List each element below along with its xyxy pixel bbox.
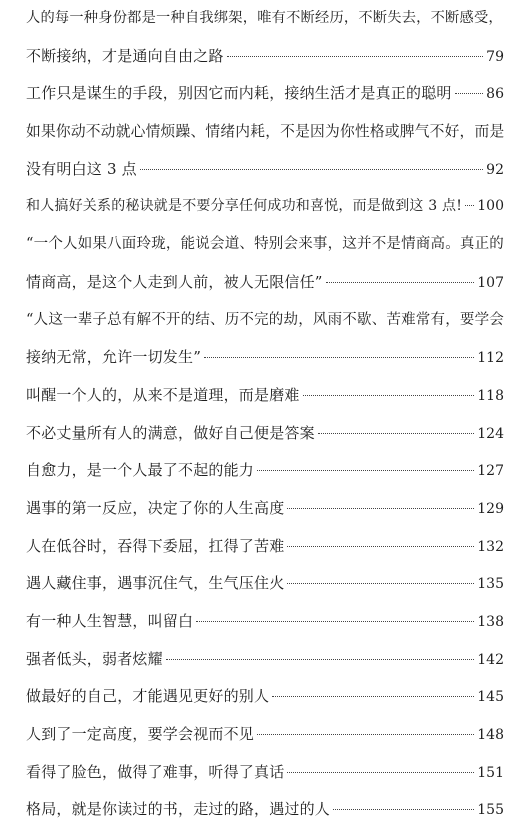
dot-leader (287, 508, 474, 509)
toc-entry[interactable] (26, 415, 504, 453)
dot-leader (303, 395, 475, 396)
toc-entry[interactable] (26, 226, 504, 301)
toc-entry-line (26, 452, 504, 490)
toc-entry-title: 没有明白这 3 点 (26, 159, 137, 178)
dot-leader (227, 56, 484, 57)
toc-entry[interactable] (26, 603, 504, 641)
toc-entry-title: 格局，就是你读过的书，走过的路，遇过的人 (26, 800, 331, 819)
dot-leader (326, 282, 475, 283)
toc-entry[interactable] (26, 302, 504, 377)
toc-entry-line (26, 528, 504, 566)
toc-entry-line (26, 113, 504, 151)
dot-leader (257, 734, 474, 735)
dot-leader (204, 357, 474, 358)
toc-page-number: 129 (477, 500, 504, 517)
toc-entry[interactable] (26, 377, 504, 415)
toc-entry-title: 不必丈量所有人的满意，做好自己便是答案 (26, 423, 315, 442)
toc-entry-line (26, 716, 504, 754)
toc-page-number: 145 (477, 689, 504, 706)
toc-entry-title: 人到了一定高度，要学会视而不见 (26, 725, 255, 744)
toc-entry-line (26, 791, 504, 829)
toc-entry-title: 遇人藏住事，遇事沉住气，生气压住火 (26, 574, 285, 593)
toc-entry[interactable] (26, 716, 504, 754)
dot-leader (287, 583, 474, 584)
dot-leader (465, 205, 474, 206)
dot-leader (318, 433, 474, 434)
toc-entry[interactable] (26, 754, 504, 792)
toc-entry[interactable] (26, 791, 504, 829)
dot-leader (196, 621, 474, 622)
dot-leader (287, 546, 474, 547)
toc-page-number: 151 (477, 764, 504, 781)
toc-page-number: 142 (477, 651, 504, 668)
dot-leader (455, 93, 484, 94)
toc-entry-line (26, 754, 504, 792)
toc-page-number: 124 (477, 425, 504, 442)
dot-leader (333, 809, 474, 810)
toc-entry-title: 接纳无常，允许一切发生” (26, 348, 202, 367)
toc-entry-line (26, 0, 504, 38)
toc-page-number: 79 (486, 48, 504, 65)
toc-entry-title: 如果你动不动就心情烦躁、情绪内耗，不是因为你性格或脾气不好，而是 (26, 123, 505, 141)
toc-entry-line (26, 151, 504, 189)
toc-entry-title: “一个人如果八面玲珑，能说会道、特别会来事，这并不是情商高。真正的 (26, 236, 505, 253)
toc-entry-line (26, 377, 504, 415)
toc-page-number: 127 (477, 463, 504, 480)
dot-leader (257, 470, 474, 471)
toc-entry-line (26, 188, 504, 226)
toc-page-number: 148 (477, 727, 504, 744)
toc-entry-line (26, 415, 504, 453)
toc-page-number: 100 (477, 198, 504, 215)
toc-entry-title: 强者低头，弱者炫耀 (26, 649, 163, 668)
toc-entry-title: 人的每一种身份都是一种自我绑架，唯有不断经历，不断失去，不断感受， (26, 10, 503, 26)
toc-page-number: 107 (477, 274, 504, 291)
toc-entry-title: 情商高，是这个人走到人前，被人无限信任” (26, 272, 323, 291)
toc-entry-line (26, 565, 504, 603)
toc-entry-line (26, 264, 504, 302)
toc-entry-line (26, 490, 504, 528)
toc-entry-title: “人这一辈子总有解不开的结、历不完的劫，风雨不歇、苦难常有，要学会 (26, 311, 505, 328)
toc-page-number: 155 (477, 802, 504, 819)
toc-entry-line (26, 678, 504, 716)
toc-entry[interactable] (26, 490, 504, 528)
toc-entry-title: 和人搞好关系的秘诀就是不要分享任何成功和喜悦，而是做到这 3 点! (26, 198, 463, 215)
table-of-contents (26, 0, 504, 829)
dot-leader (272, 696, 474, 697)
toc-page-number: 118 (477, 387, 504, 404)
toc-entry-line (26, 302, 504, 340)
toc-entry-line (26, 38, 504, 76)
toc-entry-title: 人在低谷时，吞得下委屈，扛得了苦难 (26, 536, 285, 555)
toc-entry[interactable] (26, 452, 504, 490)
toc-page-number: 86 (486, 86, 504, 103)
toc-page-number: 112 (477, 350, 504, 367)
toc-entry[interactable] (26, 188, 504, 226)
toc-entry[interactable] (26, 565, 504, 603)
toc-entry[interactable] (26, 528, 504, 566)
toc-page-number: 135 (477, 576, 504, 593)
toc-entry-line (26, 75, 504, 113)
toc-entry[interactable] (26, 113, 504, 188)
toc-entry-line (26, 339, 504, 377)
toc-entry-title: 做最好的自己，才能遇见更好的别人 (26, 687, 270, 706)
toc-entry-title: 叫醒一个人的，从来不是道理，而是磨难 (26, 385, 300, 404)
toc-entry[interactable] (26, 641, 504, 679)
toc-entry-line (26, 226, 504, 264)
toc-entry[interactable] (26, 678, 504, 716)
toc-entry[interactable] (26, 0, 504, 75)
toc-entry-title: 有一种人生智慧，叫留白 (26, 612, 194, 630)
toc-page-number: 138 (477, 614, 504, 630)
dot-leader (287, 772, 474, 773)
dot-leader (140, 169, 483, 170)
toc-entry-title: 自愈力，是一个人最了不起的能力 (26, 461, 255, 480)
toc-page-number: 92 (486, 161, 504, 178)
toc-page-number: 132 (477, 538, 504, 555)
toc-entry-title: 遇事的第一反应，决定了你的人生高度 (26, 498, 285, 517)
toc-entry-line (26, 603, 504, 641)
toc-entry-title: 不断接纳，才是通向自由之路 (26, 46, 224, 65)
toc-entry[interactable] (26, 75, 504, 113)
toc-entry-title: 看得了脸色，做得了难事，听得了真话 (26, 762, 285, 781)
dot-leader (166, 659, 474, 660)
toc-entry-line (26, 641, 504, 679)
toc-entry-title: 工作只是谋生的手段，别因它而内耗，接纳生活才是真正的聪明 (26, 84, 452, 103)
